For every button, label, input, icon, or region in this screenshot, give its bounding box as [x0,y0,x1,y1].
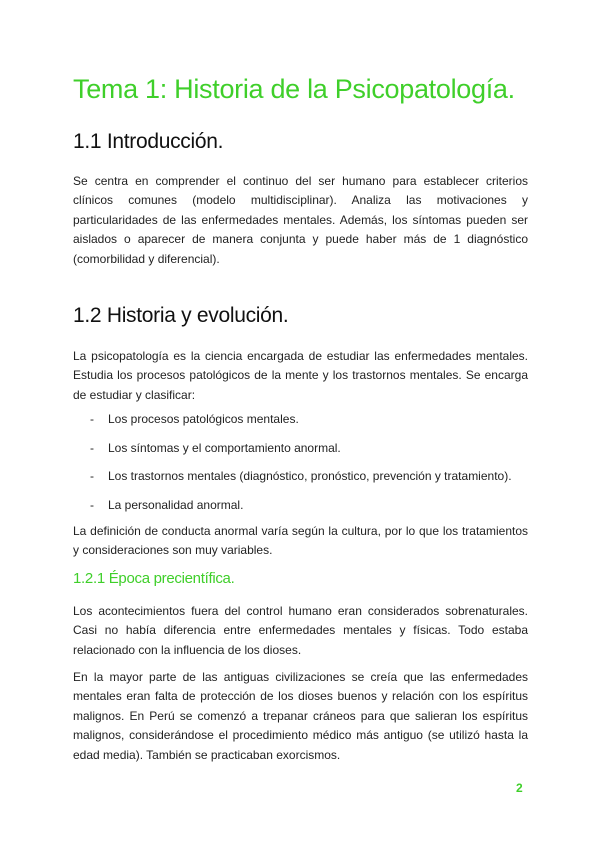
bullet-dash: - [90,412,94,426]
paragraph-civilizaciones: En la mayor parte de las antiguas civilizaciones se creía que las enfermedades mentales eran falta de protección de los dioses buenos y relación con los espíritus malignos. En Perú se comenzó a trepanar cráneos para que salieran los espíritus malignos, considerándose el procedimiento médico más antiguo (se utilizó hasta la edad media). También se practicaban exorcismos. [73,670,528,762]
list-item-text: Los trastornos mentales (diagnóstico, pronóstico, prevención y tratamiento). [108,469,512,484]
bullet-dash: - [90,498,94,513]
page-number: 2 [516,781,523,795]
section-heading-historia: 1.2 Historia y evolución. [73,304,289,327]
paragraph-acontecimientos: Los acontecimientos fuera del control humano eran considerados sobrenaturales. Casi no había diferencia entre enfermedades mentales y físicas. Todo estaba relacionado con la influencia de los dioses. [73,604,528,657]
list-item [73,410,528,439]
list-item [73,467,528,496]
subsection-heading-precientifica: 1.2.1 Época precientífica. [73,570,235,587]
bullet-dash: - [90,440,94,455]
paragraph-definicion: La definición de conducta anormal varía según la cultura, por lo que los tratamientos y consideraciones son muy variables. [73,524,528,558]
page-title: Tema 1: Historia de la Psicopatología. [73,74,515,104]
list-item-text: Los procesos patológicos mentales. [108,412,299,426]
bullet-list [73,410,528,525]
section-heading-introduccion: 1.1 Introducción. [73,130,224,153]
list-item-text: Los síntomas y el comportamiento anormal. [108,440,341,455]
paragraph-historia-intro: La psicopatología es la ciencia encargada de estudiar las enfermedades mentales. Estudia los procesos patológicos de la mente y los trastornos mentales. Se encarga de estudiar y clasificar: [73,349,528,402]
bullet-dash: - [90,469,94,484]
paragraph-introduccion: Se centra en comprender el continuo del ser humano para establecer criterios clínicos comunes (modelo multidisciplinar). Analiza las motivaciones y particularidades de las enfermedades mentales. Además, los síntomas pueden ser aislados o aparecer de manera conjunta y puede haber más de 1 diagnóstico (comorbilidad y diferencial). [73,174,528,266]
list-item [73,439,528,468]
list-item [73,496,528,525]
list-item-text: La personalidad anormal. [108,498,244,513]
